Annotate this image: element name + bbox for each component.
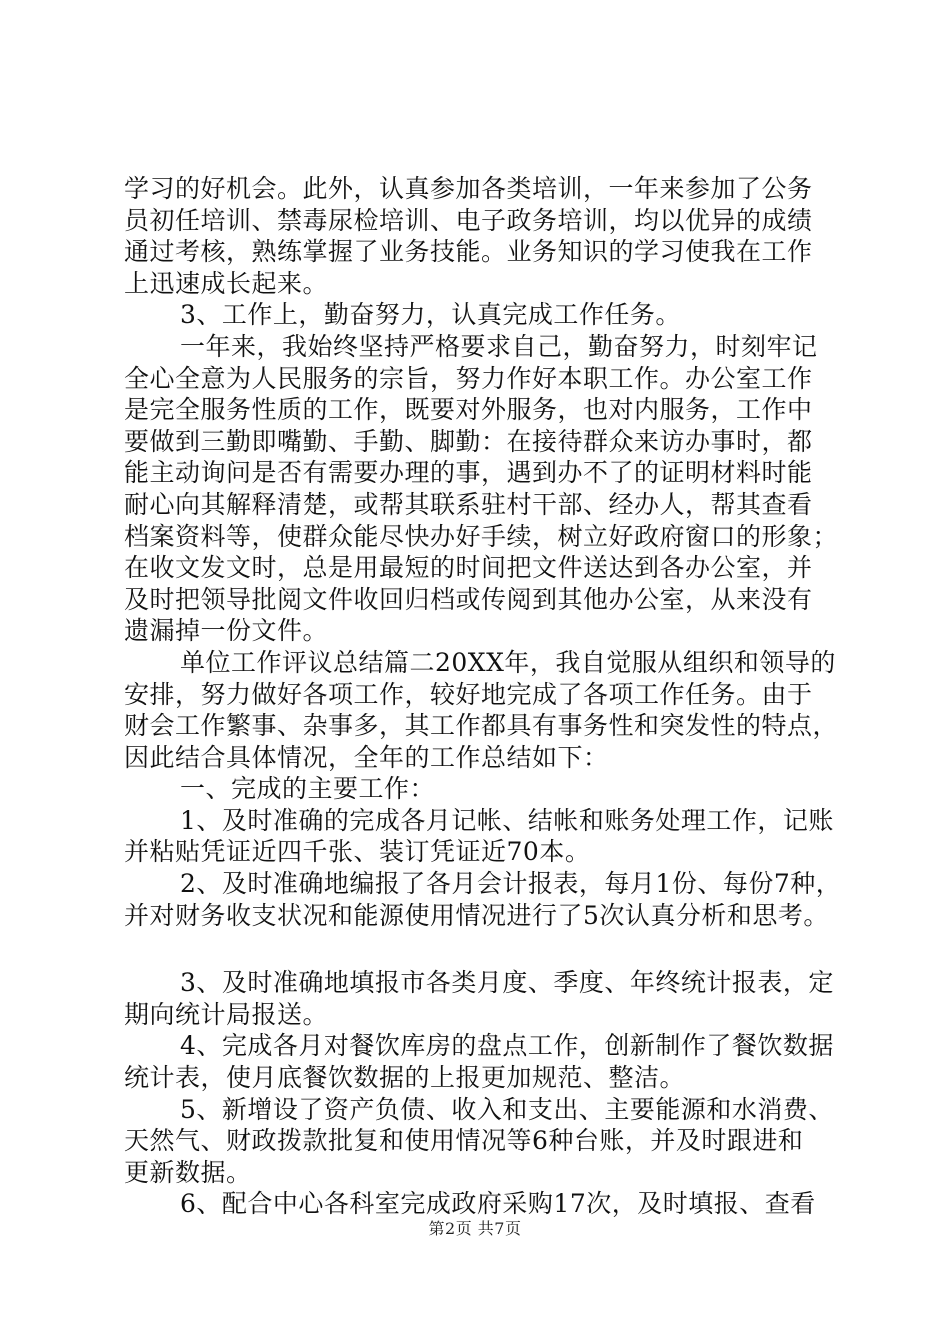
text-line: 遗漏掉一份文件。 <box>124 616 329 646</box>
document-body <box>124 173 842 1220</box>
paragraph-gap <box>124 931 836 967</box>
text-line: 一年来，我始终坚持严格要求自己，勤奋努力，时刻牢记 <box>180 331 818 361</box>
text-line: 学习的好机会。此外，认真参加各类培训，一年来参加了公务 <box>124 174 813 203</box>
text-line: 安排，努力做好各项工作，较好地完成了各项工作任务。由于 <box>124 679 813 709</box>
text-line: 并粘贴凭证近四千张、装订凭证近70本。 <box>124 837 591 867</box>
list-item: 4、完成各月对餐饮库房的盘点工作，创新制作了餐饮数据 <box>180 1031 834 1061</box>
text-line: 更新数据。 <box>124 1157 252 1187</box>
text-line: 是完全服务性质的工作，既要对外服务，也对内服务，工作中 <box>124 395 813 425</box>
text-line: 在收文发文时，总是用最短的时间把文件送达到各办公室，并 <box>124 553 813 583</box>
text-line: 统计表，使月底餐饮数据的上报更加规范、整洁。 <box>124 1063 686 1093</box>
text-line: 档案资料等，使群众能尽快办好手续，树立好政府窗口的形象； <box>124 521 839 551</box>
page-number: 第2页 共7页 <box>428 1219 522 1238</box>
section-heading: 单位工作评议总结篇二20XX年，我自觉服从组织和领导的 <box>180 647 836 677</box>
text-line: 并对财务收支状况和能源使用情况进行了5次认真分析和思考。 <box>124 900 829 930</box>
text-line: 财会工作繁事、杂事多，其工作都具有事务性和突发性的特点， <box>124 711 839 741</box>
text-line: 通过考核，熟练掌握了业务技能。业务知识的学习使我在工作 <box>124 237 813 267</box>
text-line: 上迅速成长起来。 <box>124 268 329 298</box>
list-item: 2、及时准确地编报了各月会计报表，每月1份、每份7种， <box>180 869 842 899</box>
text-line: 能主动询问是否有需要办理的事，遇到办不了的证明材料时能 <box>124 458 813 488</box>
list-item: 5、新增设了资产负债、收入和支出、主要能源和水消费、 <box>180 1094 834 1124</box>
text-line: 期向统计局报送。 <box>124 999 329 1029</box>
list-item: 6、配合中心各科室完成政府采购17次，及时填报、查看 <box>180 1189 816 1219</box>
list-item: 1、及时准确的完成各月记帐、结帐和账务处理工作，记账 <box>180 805 834 835</box>
section-heading: 3、工作上，勤奋努力，认真完成工作任务。 <box>180 300 681 330</box>
text-line: 要做到三勤即嘴勤、手勤、脚勤：在接待群众来访办事时，都 <box>124 426 813 456</box>
text-line: 及时把领导批阅文件收回归档或传阅到其他办公室，从来没有 <box>124 584 813 614</box>
text-line: 全心全意为人民服务的宗旨，努力作好本职工作。办公室工作 <box>124 363 813 393</box>
text-line: 耐心向其解释清楚，或帮其联系驻村干部、经办人，帮其查看 <box>124 489 813 519</box>
text-line: 因此结合具体情况，全年的工作总结如下： <box>124 742 609 772</box>
section-heading: 一、完成的主要工作： <box>180 774 436 804</box>
list-item: 3、及时准确地填报市各类月度、季度、年终统计报表，定 <box>180 968 834 998</box>
text-line: 员初任培训、禁毒尿检培训、电子政务培训，均以优异的成绩 <box>124 205 813 235</box>
text-line: 天然气、财政拨款批复和使用情况等6种台账，并及时跟进和 <box>124 1126 804 1156</box>
